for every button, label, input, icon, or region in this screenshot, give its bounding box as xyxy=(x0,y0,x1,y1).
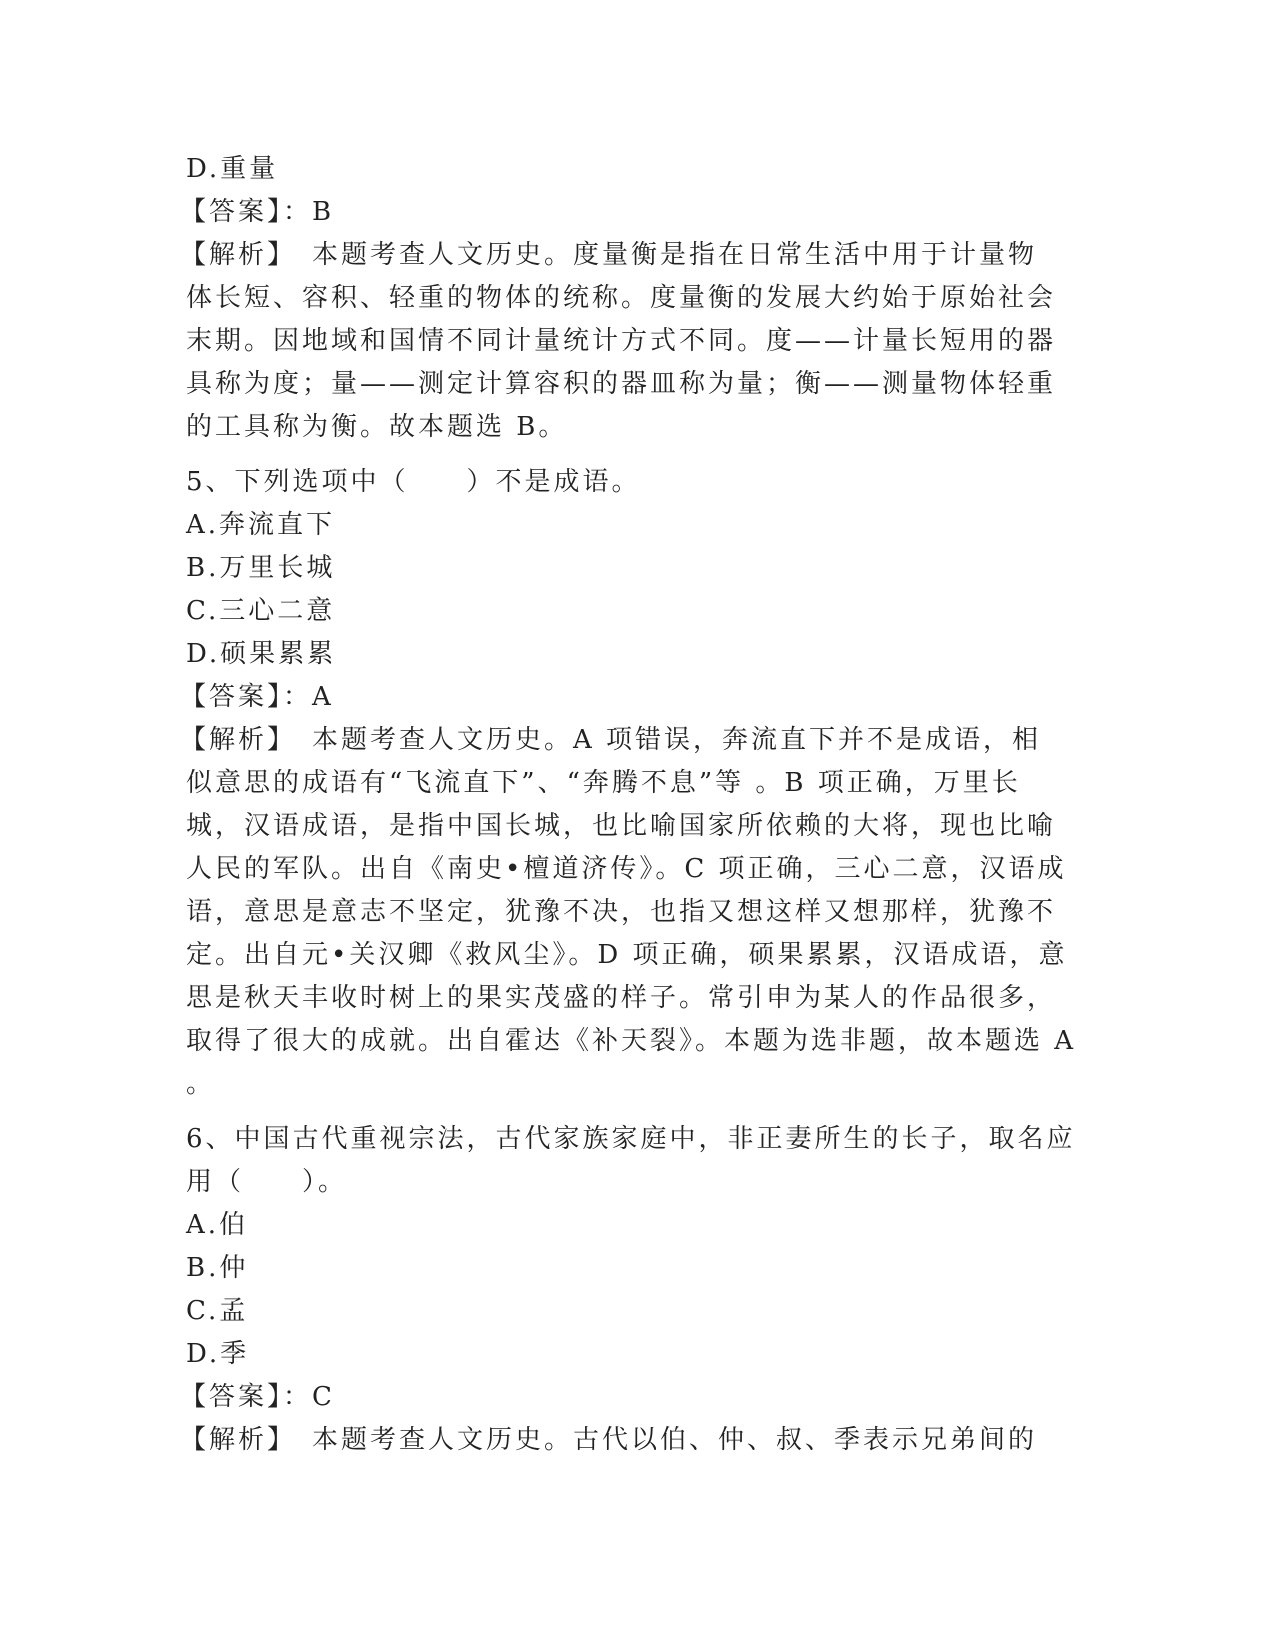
q4-analysis-line: 末期。因地域和国情不同计量统计方式不同。度——计量长短用的器 xyxy=(186,326,1057,356)
q4-analysis-line: 【解析】 本题考查人文历史。度量衡是指在日常生活中用于计量物 xyxy=(180,240,1038,270)
q5-analysis-line: 取得了很大的成就。出自霍达《补天裂》。本题为选非题，故本题选 A xyxy=(186,1026,1077,1056)
q5-analysis-line: 人民的军队。出自《南史•檀道济传》。C 项正确，三心二意，汉语成 xyxy=(186,854,1067,884)
q4-analysis-line: 的工具称为衡。故本题选 B。 xyxy=(186,412,568,442)
q6-option-b: B.仲 xyxy=(186,1253,249,1283)
q6-option-a: A.伯 xyxy=(186,1210,249,1240)
q6-stem: 6、中国古代重视宗法，古代家族家庭中，非正妻所生的长子，取名应 xyxy=(186,1124,1076,1154)
q5-option-b: B.万里长城 xyxy=(186,553,336,583)
q5-analysis-line: 思是秋天丰收时树上的果实茂盛的样子。常引申为某人的作品很多， xyxy=(186,983,1057,1013)
q5-option-c: C.三心二意 xyxy=(186,596,336,626)
q6-option-d: D.季 xyxy=(186,1339,250,1369)
q4-analysis-line: 具称为度；量——测定计算容积的器皿称为量；衡——测量物体轻重 xyxy=(186,369,1057,399)
q5-analysis-line: 城，汉语成语，是指中国长城，也比喻国家所依赖的大将，现也比喻 xyxy=(186,811,1057,841)
q6-stem: 用（ ）。 xyxy=(186,1167,348,1197)
q6-analysis-line: 【解析】 本题考查人文历史。古代以伯、仲、叔、季表示兄弟间的 xyxy=(180,1425,1038,1455)
q5-analysis-line: 。 xyxy=(186,1069,216,1099)
q5-analysis-line: 似意思的成语有“飞流直下”、“奔腾不息”等 。B 项正确，万里长 xyxy=(186,768,1021,798)
q5-option-a: A.奔流直下 xyxy=(186,510,336,540)
q5-analysis-line: 语，意思是意志不坚定，犹豫不决，也指又想这样又想那样，犹豫不 xyxy=(186,897,1057,927)
q6-option-c: C.孟 xyxy=(186,1296,249,1326)
q4-option-d: D.重量 xyxy=(186,154,279,184)
q5-stem: 5、下列选项中（ ）不是成语。 xyxy=(186,467,641,497)
q6-answer: 【答案】：C xyxy=(180,1382,335,1412)
q4-analysis-line: 体长短、容积、轻重的物体的统称。度量衡的发展大约始于原始社会 xyxy=(186,283,1057,313)
q4-answer: 【答案】：B xyxy=(180,197,335,227)
q5-analysis-line: 定。出自元•关汉卿《救风尘》。D 项正确，硕果累累，汉语成语，意 xyxy=(186,940,1068,970)
document-page xyxy=(180,148,1077,1462)
q5-answer: 【答案】：A xyxy=(180,682,334,712)
q5-analysis-line: 【解析】 本题考查人文历史。A 项错误，奔流直下并不是成语，相 xyxy=(180,725,1042,755)
q5-option-d: D.硕果累累 xyxy=(186,639,337,669)
